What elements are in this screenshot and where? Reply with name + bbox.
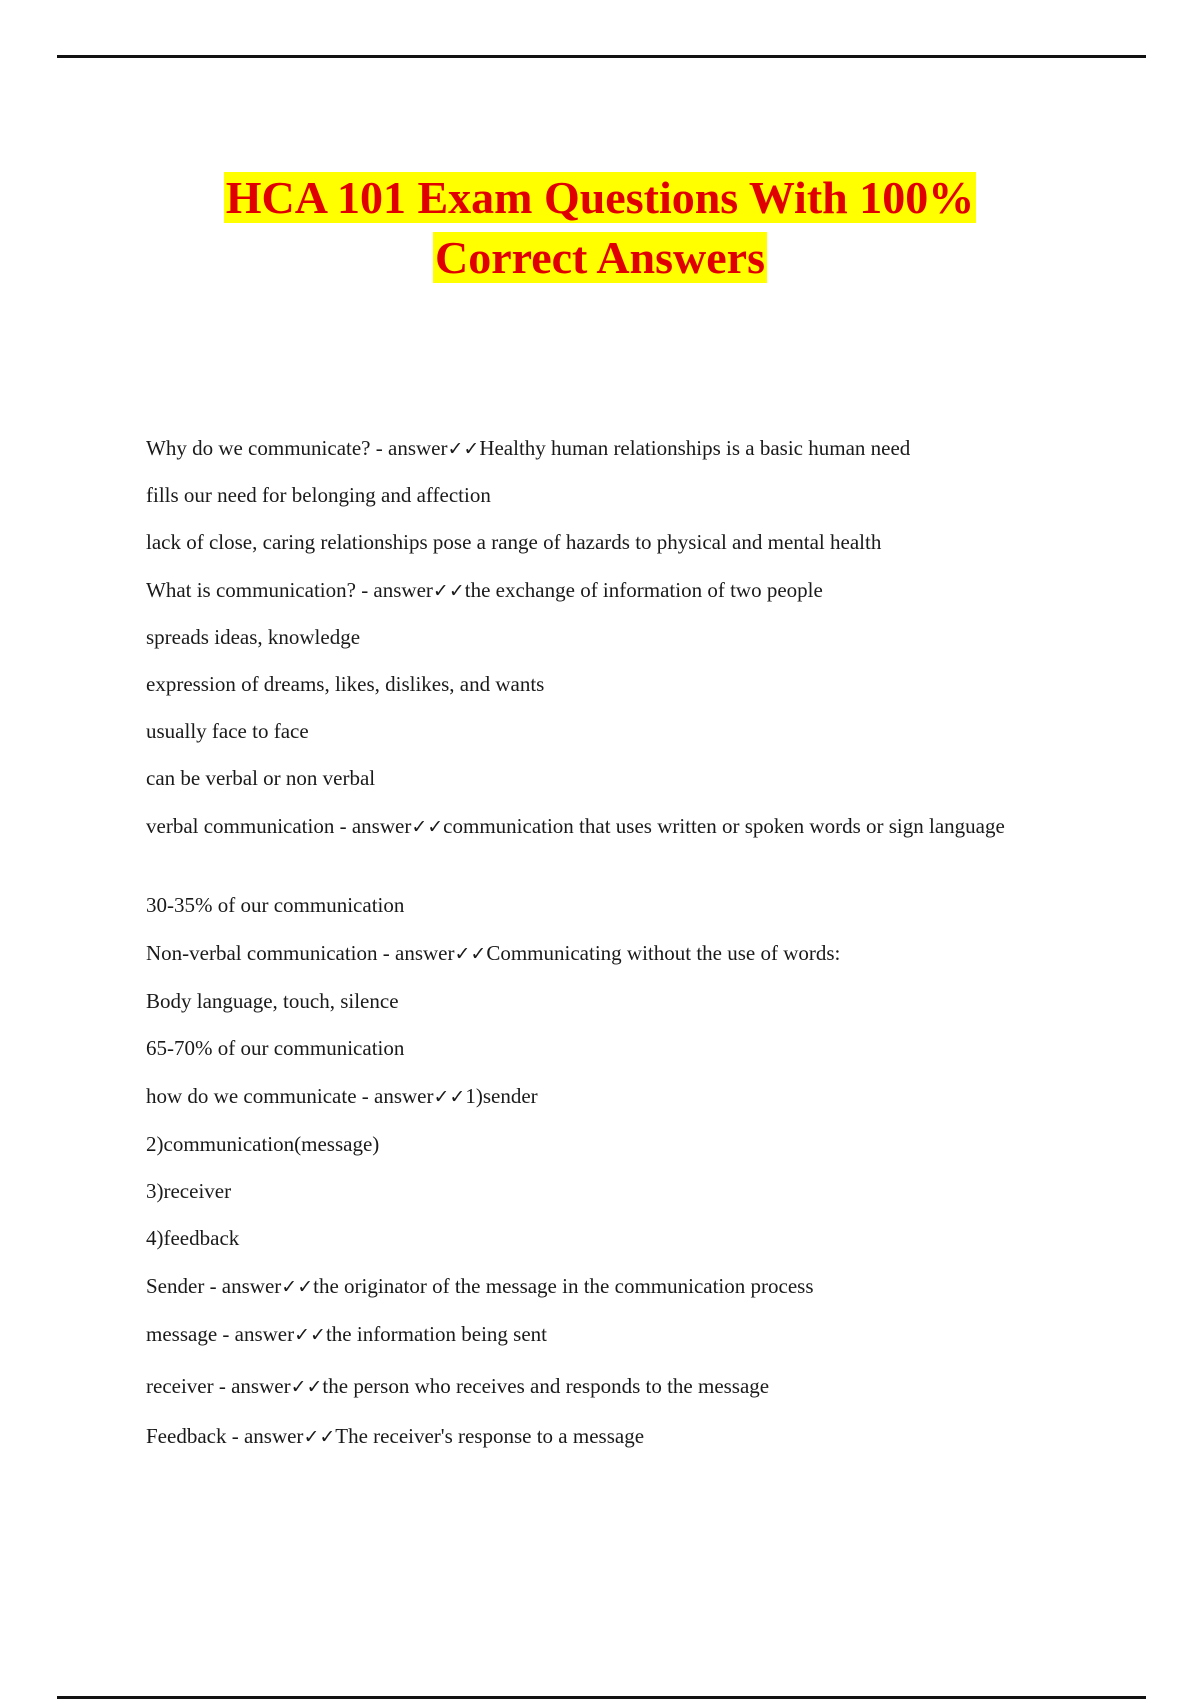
double-check-icon: ✓✓ <box>411 816 444 838</box>
double-check-icon: ✓✓ <box>281 1276 314 1298</box>
text-line: 3)receiver <box>146 1179 232 1203</box>
qa-line: What is communication? - answer✓✓the exchange of information of two people <box>146 578 823 602</box>
double-check-icon: ✓✓ <box>294 1324 326 1346</box>
text-line: lack of close, caring relationships pose a range of hazards to physical and mental health <box>146 530 882 554</box>
qa-line: receiver - answer✓✓the person who receives and responds to the message <box>146 1374 770 1398</box>
header-rule <box>57 55 1146 58</box>
text-line: 4)feedback <box>146 1226 240 1250</box>
qa-line: Sender - answer✓✓the originator of the message in the communication process <box>146 1274 814 1298</box>
double-check-icon: ✓✓ <box>454 943 487 965</box>
title-line-2: Correct Answers <box>435 232 765 283</box>
page-title <box>0 168 1200 288</box>
double-check-icon: ✓✓ <box>447 438 480 460</box>
qa-line: Feedback - answer✓✓The receiver's response to a message <box>146 1424 645 1448</box>
double-check-icon: ✓✓ <box>290 1376 323 1398</box>
qa-line: how do we communicate - answer✓✓1)sender <box>146 1084 538 1108</box>
text-line: expression of dreams, likes, dislikes, and wants <box>146 672 545 696</box>
text-line: 65-70% of our communication <box>146 1036 405 1060</box>
footer-rule <box>57 1696 1146 1699</box>
text-line: spreads ideas, knowledge <box>146 625 361 649</box>
text-line: can be verbal or non verbal <box>146 766 376 790</box>
text-line: fills our need for belonging and affection <box>146 483 491 507</box>
double-check-icon: ✓✓ <box>303 1426 336 1448</box>
title-line-1: HCA 101 Exam Questions With 100% <box>225 172 975 223</box>
double-check-icon: ✓✓ <box>433 1086 466 1108</box>
double-check-icon: ✓✓ <box>432 580 465 602</box>
qa-line: message - answer✓✓the information being sent <box>146 1322 547 1346</box>
qa-line: Non-verbal communication - answer✓✓Communicating without the use of words: <box>146 941 841 965</box>
text-line: 30-35% of our communication <box>146 893 405 917</box>
text-line: 2)communication(message) <box>146 1132 380 1156</box>
text-line: usually face to face <box>146 719 309 743</box>
qa-line: Why do we communicate? - answer✓✓Healthy human relationships is a basic human need <box>146 436 911 460</box>
qa-line: verbal communication - answer✓✓communication that uses written or spoken words or sign language <box>146 814 1005 838</box>
text-line: Body language, touch, silence <box>146 989 399 1013</box>
